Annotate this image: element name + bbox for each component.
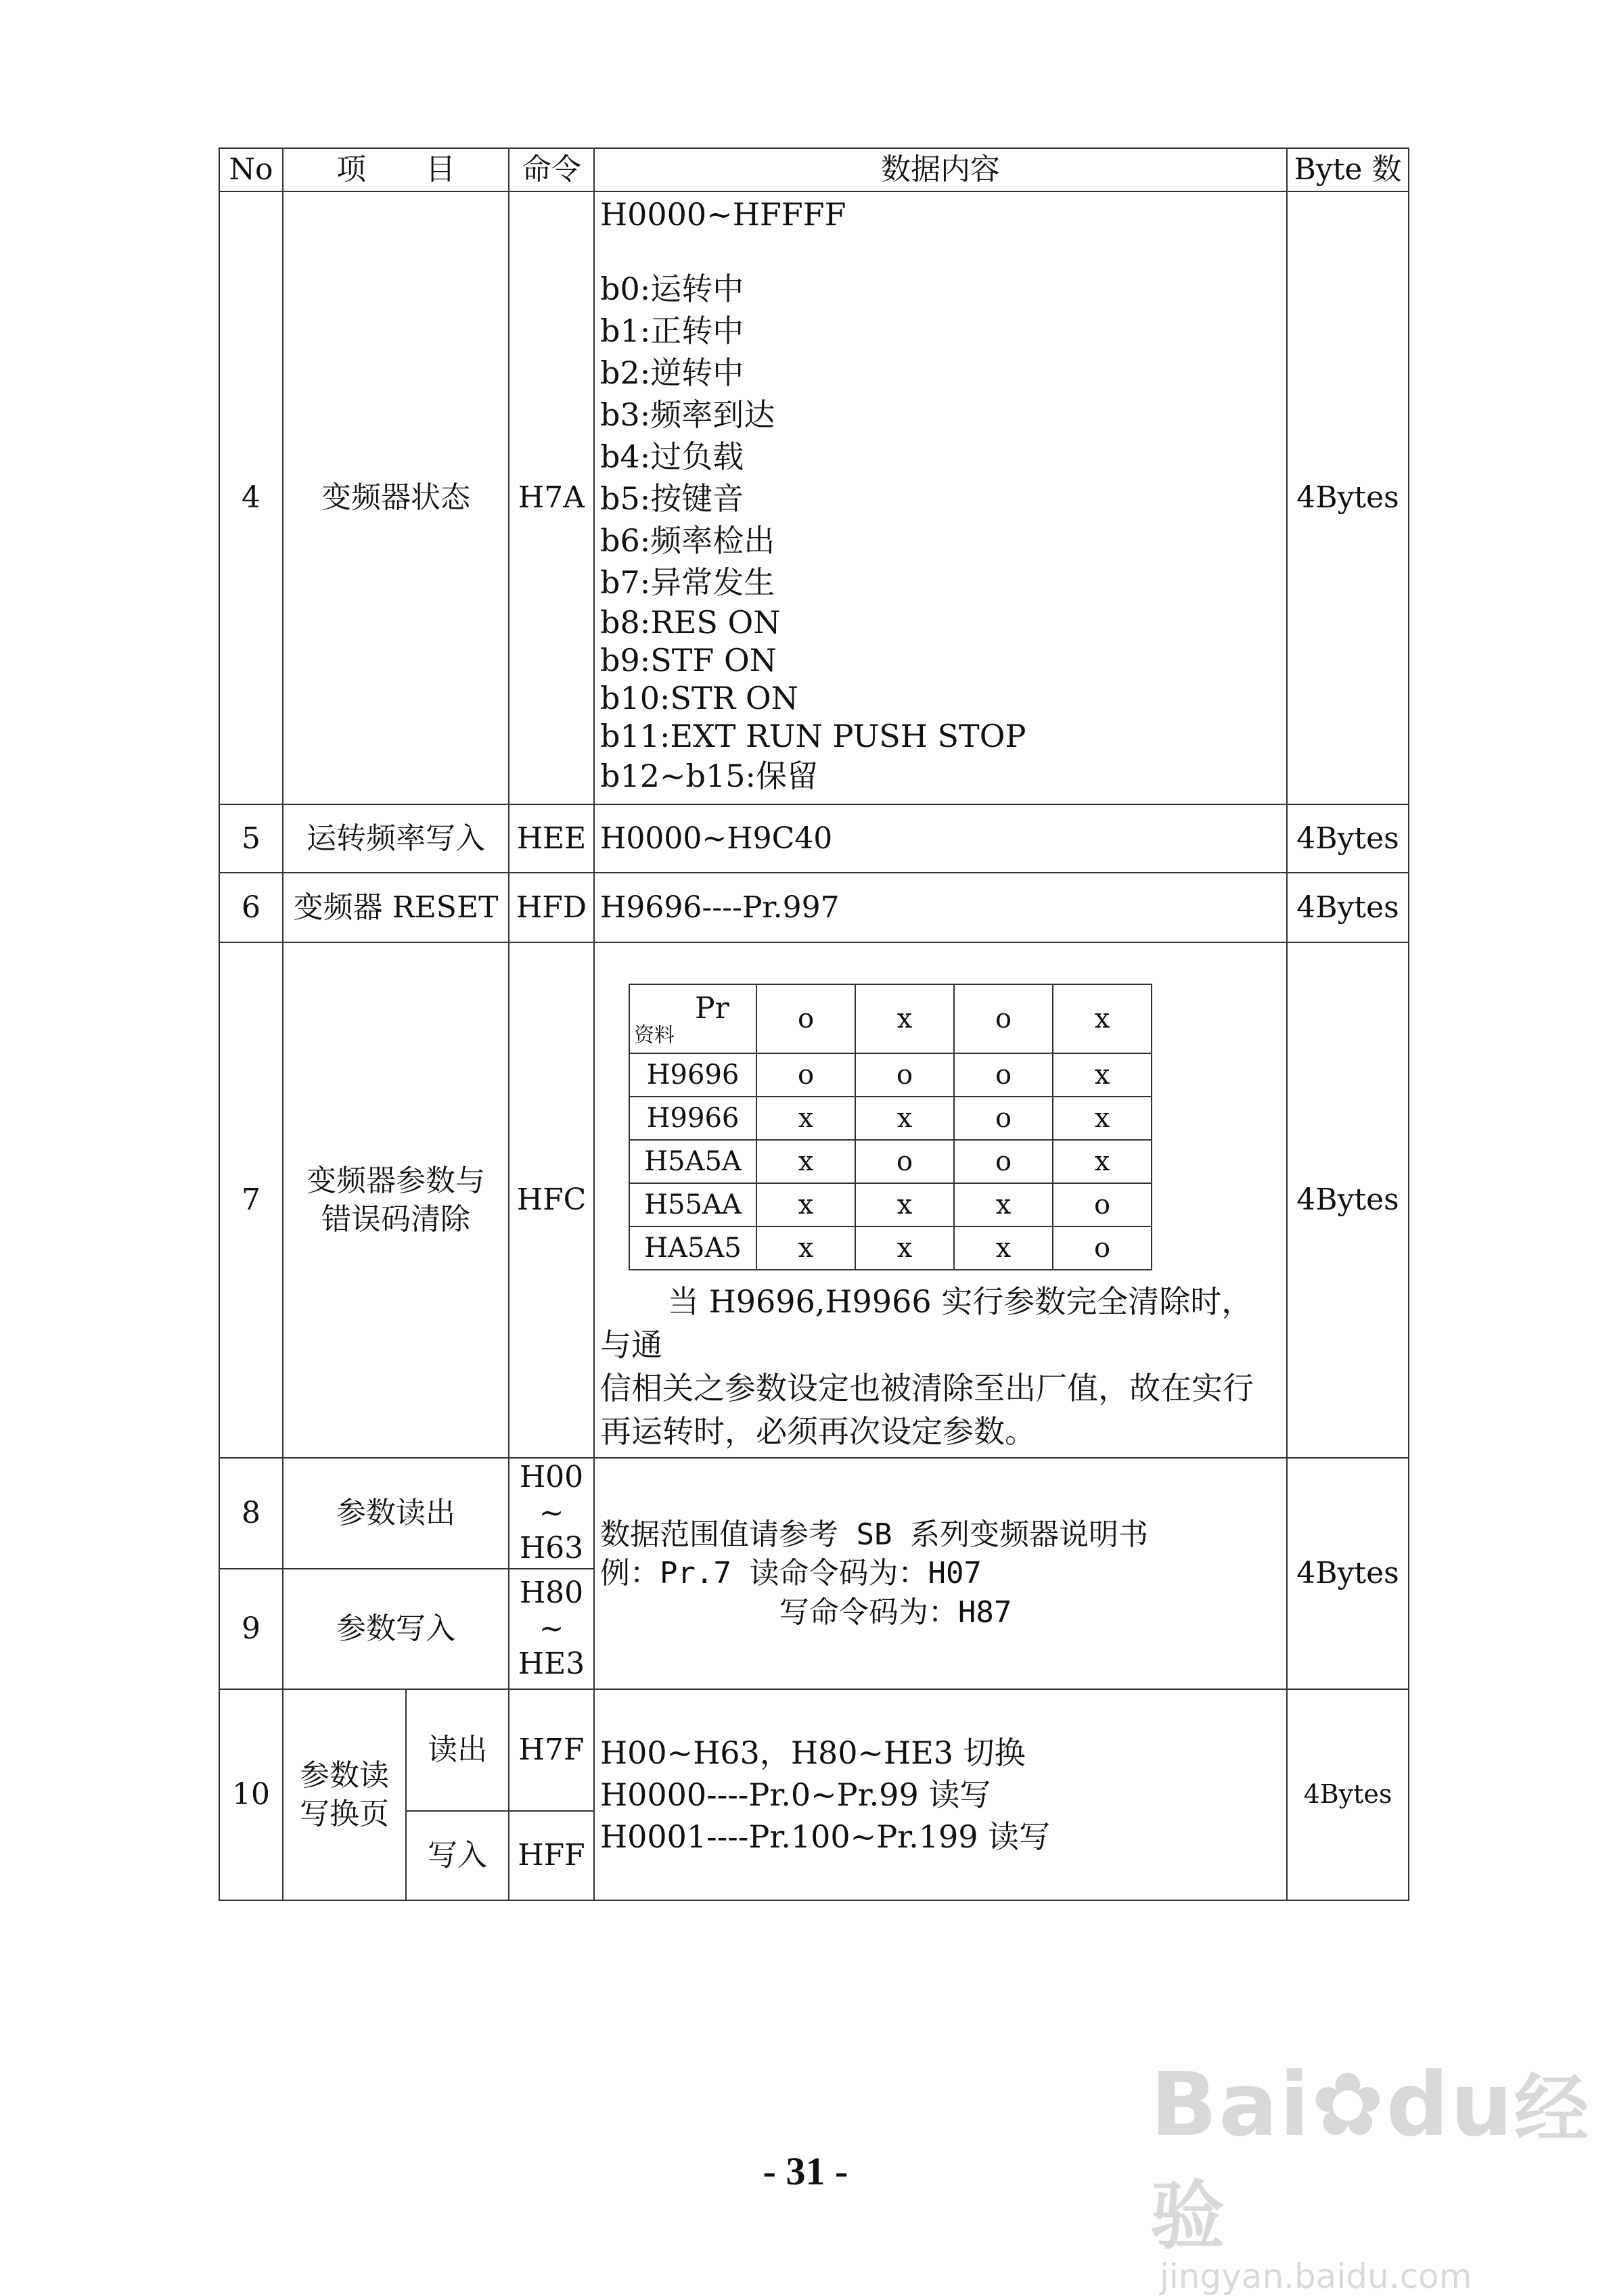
sub-head-cell: x <box>1053 984 1152 1053</box>
status-bit: b12~b15:保留 <box>600 758 818 794</box>
table-row <box>219 1458 1409 1569</box>
sub-cell: o <box>1053 1226 1152 1270</box>
row-bytes: 4Bytes <box>1287 804 1409 873</box>
watermark-brand2: du <box>1386 2053 1514 2156</box>
watermark-brand: Bai <box>1150 2053 1311 2156</box>
status-bit: b9:STF ON <box>600 642 777 679</box>
sub-cell: x <box>1053 1140 1152 1183</box>
row-content <box>594 942 1287 1458</box>
row-item <box>283 942 509 1458</box>
sub-header-row <box>629 984 1152 1053</box>
content-line: H0000----Pr.0~Pr.99 读写 <box>600 1776 991 1813</box>
table-row <box>219 873 1409 942</box>
row-no: 7 <box>219 942 283 1458</box>
status-bit: b8:RES ON <box>600 604 781 641</box>
row-bytes: 4Bytes <box>1287 191 1409 804</box>
row-bytes: 4Bytes <box>1287 1458 1409 1689</box>
sub-cell: o <box>954 1097 1053 1140</box>
sub-row-label: H9966 <box>629 1097 756 1140</box>
row-content <box>594 1689 1287 1900</box>
sub-cell: o <box>1053 1183 1152 1226</box>
cmd-line: H80 <box>519 1575 584 1610</box>
row-cmd: HEE <box>509 804 594 873</box>
sub-cell: x <box>855 1226 954 1270</box>
status-bit: b3:频率到达 <box>600 396 775 433</box>
row-no: 4 <box>219 191 283 804</box>
corner-data: 资料 <box>634 1024 675 1047</box>
sub-cell: x <box>954 1226 1053 1270</box>
row-bytes: 4Bytes <box>1287 1689 1409 1900</box>
row-cmd: HFF <box>509 1811 594 1900</box>
row-subitem: 读出 <box>406 1689 509 1811</box>
sub-cell: x <box>954 1183 1053 1226</box>
row-content: H0000~H9C40 <box>594 804 1287 873</box>
sub-corner <box>629 984 756 1053</box>
header-no: No <box>219 148 283 191</box>
corner-pr: Pr <box>695 991 729 1026</box>
row-content: H9696----Pr.997 <box>594 873 1287 942</box>
cmd-line: HE3 <box>518 1647 585 1682</box>
row-item: 运转频率写入 <box>283 804 509 873</box>
sub-cell: x <box>756 1097 855 1140</box>
row-item: 参数写入 <box>283 1569 509 1689</box>
note-line: 当 H9696,H9966 实行参数完全清除时，与通 <box>600 1283 1253 1363</box>
content-line: H0001----Pr.100~Pr.199 读写 <box>600 1818 1051 1855</box>
header-item: 项 目 <box>283 148 509 191</box>
paw-icon: ✿ <box>1311 2053 1386 2156</box>
content-line: 例：Pr.7 读命令码为：H07 <box>600 1556 982 1591</box>
sub-row <box>629 1183 1152 1226</box>
sub-row-label: HA5A5 <box>629 1226 756 1270</box>
sub-cell: x <box>756 1183 855 1226</box>
sub-cell: o <box>855 1140 954 1183</box>
sub-head-cell: o <box>756 984 855 1053</box>
row-cmd: HFC <box>509 942 594 1458</box>
row-bytes: 4Bytes <box>1287 942 1409 1458</box>
row-subitem: 写入 <box>406 1811 509 1900</box>
sub-cell: o <box>954 1140 1053 1183</box>
page-number: - 31 - <box>763 2149 848 2193</box>
row-bytes: 4Bytes <box>1287 873 1409 942</box>
sub-row-label: H55AA <box>629 1183 756 1226</box>
sub-row <box>629 1226 1152 1270</box>
sub-row <box>629 1140 1152 1183</box>
row-cmd: H7A <box>509 191 594 804</box>
status-bit: b11:EXT RUN PUSH STOP <box>600 718 1026 754</box>
row-cmd <box>509 1569 594 1689</box>
sub-cell: x <box>1053 1053 1152 1097</box>
watermark-cn: 经验 <box>1150 2066 1590 2259</box>
sub-row <box>629 1053 1152 1097</box>
content-line: 数据范围值请参考 SB 系列变频器说明书 <box>600 1517 1148 1553</box>
row-no: 5 <box>219 804 283 873</box>
note-line: 再运转时，必须再次设定参数。 <box>600 1413 1036 1450</box>
status-bit: b10:STR ON <box>600 680 798 716</box>
cmd-line: H00 <box>519 1459 584 1494</box>
sub-row <box>629 1097 1152 1140</box>
sub-cell: x <box>756 1140 855 1183</box>
table-row <box>219 804 1409 873</box>
clear-mode-table <box>629 984 1152 1270</box>
sub-head-cell: o <box>954 984 1053 1053</box>
status-range: H0000~HFFFF <box>600 196 846 233</box>
row-item: 变频器 RESET <box>283 873 509 942</box>
sub-row-label: H5A5A <box>629 1140 756 1183</box>
header-content: 数据内容 <box>594 148 1287 191</box>
sub-head-cell: x <box>855 984 954 1053</box>
clear-note <box>595 1280 1286 1457</box>
row-item-line: 变频器参数与 <box>307 1163 485 1198</box>
cmd-line: ~ <box>539 1495 564 1530</box>
status-bit: b6:频率检出 <box>600 522 775 559</box>
command-table <box>219 147 1409 1901</box>
status-bit: b7:异常发生 <box>600 564 775 601</box>
status-bit: b4:过负载 <box>600 438 744 475</box>
row-item-line: 错误码清除 <box>321 1202 470 1237</box>
status-bit: b0:运转中 <box>600 271 744 307</box>
content-line: H00~H63，H80~HE3 切换 <box>600 1735 1026 1771</box>
sub-cell: o <box>855 1053 954 1097</box>
row-content <box>594 191 1287 804</box>
row-cmd: H7F <box>509 1689 594 1811</box>
sub-row-label: H9696 <box>629 1053 756 1097</box>
row-no: 6 <box>219 873 283 942</box>
header-row <box>219 148 1409 191</box>
row-content <box>594 1458 1287 1689</box>
header-bytes: Byte 数 <box>1287 148 1409 191</box>
status-bit: b1:正转中 <box>600 313 744 349</box>
row-cmd: HFD <box>509 873 594 942</box>
row-item <box>283 1689 406 1900</box>
row-cmd <box>509 1458 594 1569</box>
sub-cell: x <box>756 1226 855 1270</box>
table-row <box>219 1689 1409 1811</box>
status-bit: b2:逆转中 <box>600 354 744 391</box>
baidu-watermark <box>1150 2050 1611 2296</box>
sub-cell: x <box>1053 1097 1152 1140</box>
watermark-url: jingyan.baidu.com <box>1160 2257 1472 2296</box>
table-row <box>219 942 1409 1458</box>
sub-cell: o <box>954 1053 1053 1097</box>
row-no: 10 <box>219 1689 283 1900</box>
status-bit: b5:按键音 <box>600 480 744 517</box>
row-no: 9 <box>219 1569 283 1689</box>
sub-cell: x <box>855 1183 954 1226</box>
sub-cell: o <box>756 1053 855 1097</box>
sub-cell: x <box>855 1097 954 1140</box>
row-item-line: 写换页 <box>300 1797 389 1831</box>
row-no: 8 <box>219 1458 283 1569</box>
table-row <box>219 191 1409 804</box>
row-item: 参数读出 <box>283 1458 509 1569</box>
cmd-line: ~ <box>539 1611 564 1646</box>
cmd-line: H63 <box>519 1531 584 1566</box>
content-line: 写命令码为：H87 <box>600 1594 1012 1630</box>
row-item-line: 参数读 <box>300 1758 389 1793</box>
note-line: 信相关之参数设定也被清除至出厂值，故在实行 <box>600 1370 1254 1406</box>
row-item: 变频器状态 <box>283 191 509 804</box>
header-cmd: 命令 <box>509 148 594 191</box>
